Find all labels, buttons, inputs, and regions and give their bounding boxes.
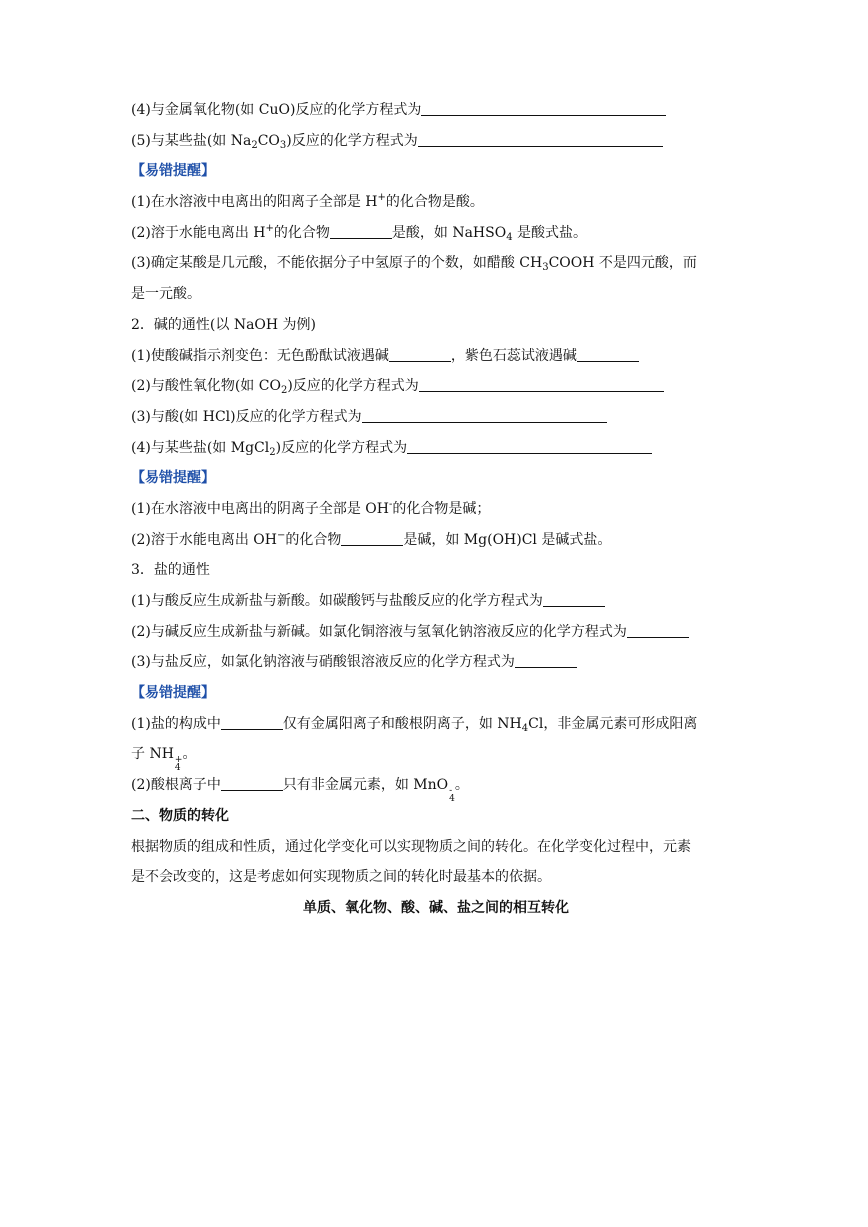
answer-blank[interactable]	[543, 592, 605, 607]
error-tip-heading: 【易错提醒】	[131, 685, 215, 702]
subscript: 3	[542, 262, 549, 274]
text: CO	[257, 132, 280, 149]
text-line	[131, 131, 741, 151]
ion-charge: -	[449, 786, 453, 797]
text: (1)在水溶液中电离出的阴离子全部是 OH	[131, 500, 389, 517]
answer-blank[interactable]	[421, 101, 666, 116]
answer-blank[interactable]	[221, 715, 283, 730]
answer-blank[interactable]	[418, 132, 663, 147]
text: 是酸式盐。	[512, 224, 588, 241]
text-line	[131, 714, 741, 734]
paragraph-line: 根据物质的组成和性质，通过化学变化可以实现物质之间的转化。在化学变化过程中，元素	[131, 838, 691, 855]
subscript: 4	[506, 231, 513, 243]
text-line	[131, 652, 741, 672]
text-line	[131, 622, 741, 642]
text: 。	[454, 777, 469, 794]
text-line	[131, 744, 741, 774]
paragraph-line: 是不会改变的，这是考虑如何实现物质之间的转化时最基本的依据。	[131, 869, 551, 886]
text-line	[131, 346, 741, 366]
text-line	[131, 591, 741, 611]
text-line	[131, 192, 741, 212]
subscript: 2	[269, 446, 276, 458]
ion-charge: +	[174, 755, 183, 766]
text: 的化合物	[285, 531, 342, 548]
diagram-caption: 单质、氧化物、酸、碱、盐之间的相互转化	[303, 899, 569, 916]
answer-blank[interactable]	[389, 347, 451, 362]
text-line	[131, 775, 741, 805]
text-line	[131, 499, 741, 519]
subscript: 3	[279, 139, 287, 151]
subscript: 2	[251, 139, 258, 151]
text: COOH 不是四元酸，而	[548, 255, 697, 272]
answer-blank[interactable]	[419, 377, 664, 392]
text: Cl，非金属元素可形成阳离	[528, 715, 698, 732]
section-heading: 3．盐的通性	[131, 562, 210, 579]
text: (4)与金属氧化物(如 CuO)反应的化学方程式为	[131, 102, 422, 118]
text: 的化合物	[273, 224, 330, 241]
answer-blank[interactable]	[341, 531, 403, 546]
text-line	[131, 438, 741, 458]
text: 的化合物是碱；	[392, 500, 491, 517]
text: (1)盐的构成中	[131, 715, 221, 732]
text: (2)溶于水能电离出 H	[131, 224, 266, 241]
text: )反应的化学方程式为	[287, 378, 419, 395]
superscript: +	[377, 192, 386, 204]
text: 只有非金属元素，如 MnO	[282, 777, 449, 794]
text: (2)与酸性氧化物(如 CO	[131, 378, 281, 395]
superscript: -	[388, 498, 393, 510]
error-tip-heading: 【易错提醒】	[131, 470, 215, 487]
text: (3)与酸(如 HCl)反应的化学方程式为	[131, 408, 362, 425]
text-line	[131, 407, 741, 427]
subscript: 2	[280, 385, 288, 397]
text: 。	[182, 746, 197, 763]
superscript: +	[265, 222, 274, 234]
text-line	[131, 100, 741, 120]
text-line	[131, 253, 741, 273]
text: 仅有金属阳离子和酸根阴离子，如 NH	[282, 715, 522, 732]
text: 子 NH	[131, 746, 174, 763]
subscript: 4	[521, 722, 529, 734]
text-line	[131, 530, 741, 550]
text: 是碱，如 Mg(OH)Cl 是碱式盐。	[403, 531, 612, 548]
text: (1)与酸反应生成新盐与新酸。如碳酸钙与盐酸反应的化学方程式为	[131, 593, 543, 609]
text-line: 是一元酸。	[131, 286, 201, 303]
text: )反应的化学方程式为	[286, 132, 418, 149]
text: 是酸，如 NaHSO	[391, 224, 507, 241]
text-line	[131, 223, 741, 243]
section-heading: 2．碱的通性(以 NaOH 为例)	[131, 316, 317, 333]
error-tip-heading: 【易错提醒】	[131, 163, 215, 180]
text: 的化合物是酸。	[385, 194, 484, 211]
text-line	[131, 376, 741, 396]
answer-blank[interactable]	[515, 653, 577, 668]
text: )反应的化学方程式为	[275, 439, 408, 456]
text: ，紫色石蕊试液遇碱	[450, 347, 577, 364]
answer-blank[interactable]	[221, 776, 283, 791]
document-page	[131, 100, 741, 929]
answer-blank[interactable]	[627, 623, 689, 638]
text: (1)在水溶液中电离出的阳离子全部是 H	[131, 194, 378, 211]
text: (3)确定某酸是几元酸，不能依据分子中氢原子的个数，如醋酸 CH	[131, 255, 543, 272]
text: (4)与某些盐(如 MgCl	[131, 439, 270, 456]
text: (2)酸根离子中	[131, 777, 221, 794]
superscript: −	[276, 529, 286, 541]
answer-blank[interactable]	[407, 439, 652, 454]
answer-blank[interactable]	[330, 224, 392, 239]
text: (2)溶于水能电离出 OH	[131, 531, 277, 548]
text: (1)使酸碱指示剂变色：无色酚酞试液遇碱	[131, 347, 389, 364]
ion-count: 4	[174, 763, 181, 774]
text: (2)与碱反应生成新盐与新碱。如氯化铜溶液与氢氧化钠溶液反应的化学方程式为	[131, 623, 627, 640]
text: (5)与某些盐(如 Na	[131, 132, 252, 149]
answer-blank[interactable]	[362, 408, 607, 423]
text: (3)与盐反应，如氯化钠溶液与硝酸银溶液反应的化学方程式为	[131, 654, 515, 671]
section-title: 二、物质的转化	[131, 807, 229, 824]
ion-count: 4	[449, 794, 455, 805]
answer-blank[interactable]	[577, 347, 639, 362]
